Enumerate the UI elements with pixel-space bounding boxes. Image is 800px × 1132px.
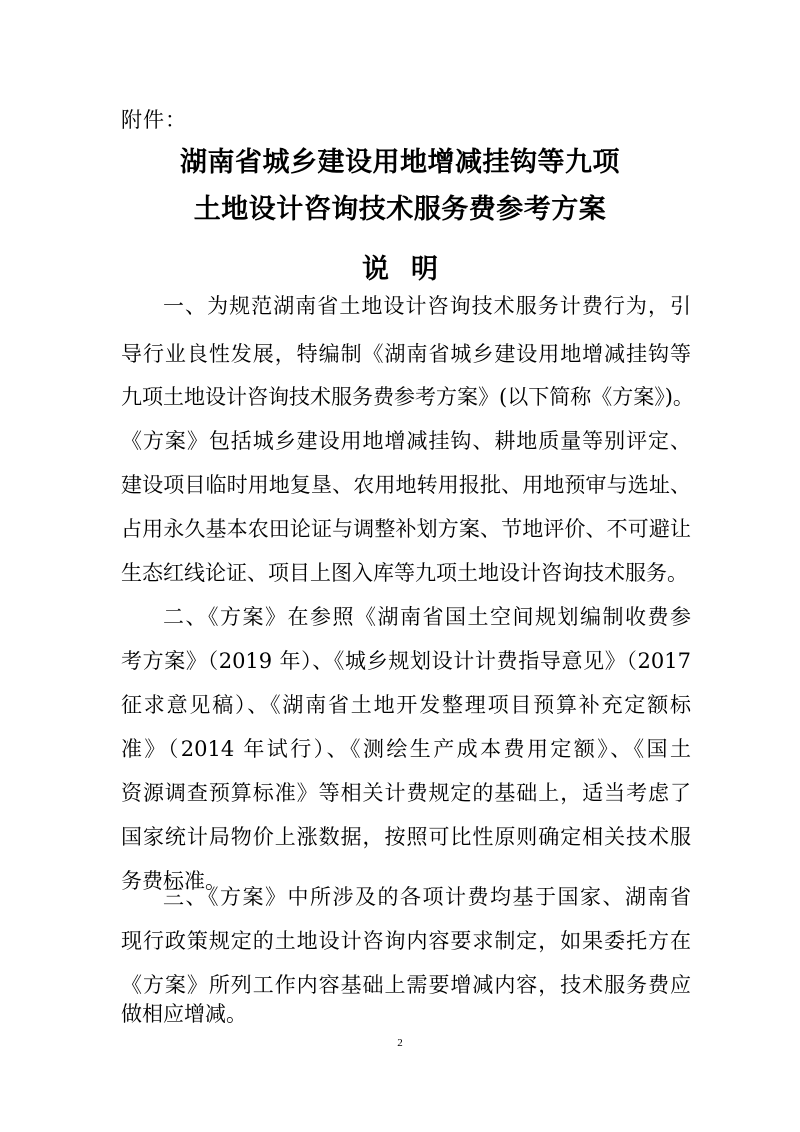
paragraph-1-line-1: 一、为规范湖南省土地设计咨询技术服务计费行为，引 <box>163 294 691 318</box>
paragraph-3-line-2: 现行政策规定的土地设计咨询内容要求制定，如果委托方在 <box>121 929 691 953</box>
paragraph-2-line-6: 国家统计局物价上涨数据，按照可比性原则确定相关技术服 <box>121 825 691 849</box>
document-title-line-2: 土地设计咨询技术服务费参考方案 <box>193 194 607 225</box>
paragraph-3-line-3: 《方案》所列工作内容基础上需要增减内容，技术服务费应 <box>121 973 691 997</box>
paragraph-1-line-4: 《方案》包括城乡建设用地增减挂钩、耕地质量等别评定、 <box>121 429 691 453</box>
paragraph-1-line-3: 九项土地设计咨询技术服务费参考方案》(以下简称《方案》)。 <box>121 385 694 409</box>
paragraph-1-line-2: 导行业良性发展，特编制《湖南省城乡建设用地增减挂钩等 <box>121 342 691 366</box>
attachment-label: 附件： <box>121 108 187 132</box>
paragraph-1-line-6: 占用永久基本农田论证与调整补划方案、节地评价、不可避让 <box>121 517 691 541</box>
paragraph-2-line-5: 资源调查预算标准》等相关计费规定的基础上，适当考虑了 <box>121 781 691 805</box>
paragraph-3-line-4: 做相应增减。 <box>121 1002 247 1026</box>
page-number: 2 <box>397 1037 403 1049</box>
paragraph-2-line-3: 征求意见稿）、《湖南省土地开发整理项目预算补充定额标 <box>121 693 691 717</box>
paragraph-2-line-1: 二、《方案》在参照《湖南省国土空间规划编制收费参 <box>163 605 691 629</box>
section-heading: 说明 <box>362 254 460 285</box>
paragraph-2-line-2: 考方案》（2019 年）、《城乡规划设计计费指导意见》（2017 <box>121 649 691 673</box>
paragraph-2-line-7: 务费标准。 <box>121 869 226 893</box>
paragraph-2-line-4: 准》（2014 年试行）、《测绘生产成本费用定额》、《国土 <box>121 737 691 761</box>
paragraph-1-line-5: 建设项目临时用地复垦、农用地转用报批、用地预审与选址、 <box>121 473 691 497</box>
document-title-line-1: 湖南省城乡建设用地增减挂钩等九项 <box>180 147 620 178</box>
paragraph-3-line-1: 三、《方案》中所涉及的各项计费均基于国家、湖南省 <box>163 885 691 909</box>
paragraph-1-line-7: 生态红线论证、项目上图入库等九项土地设计咨询技术服务。 <box>121 561 688 585</box>
